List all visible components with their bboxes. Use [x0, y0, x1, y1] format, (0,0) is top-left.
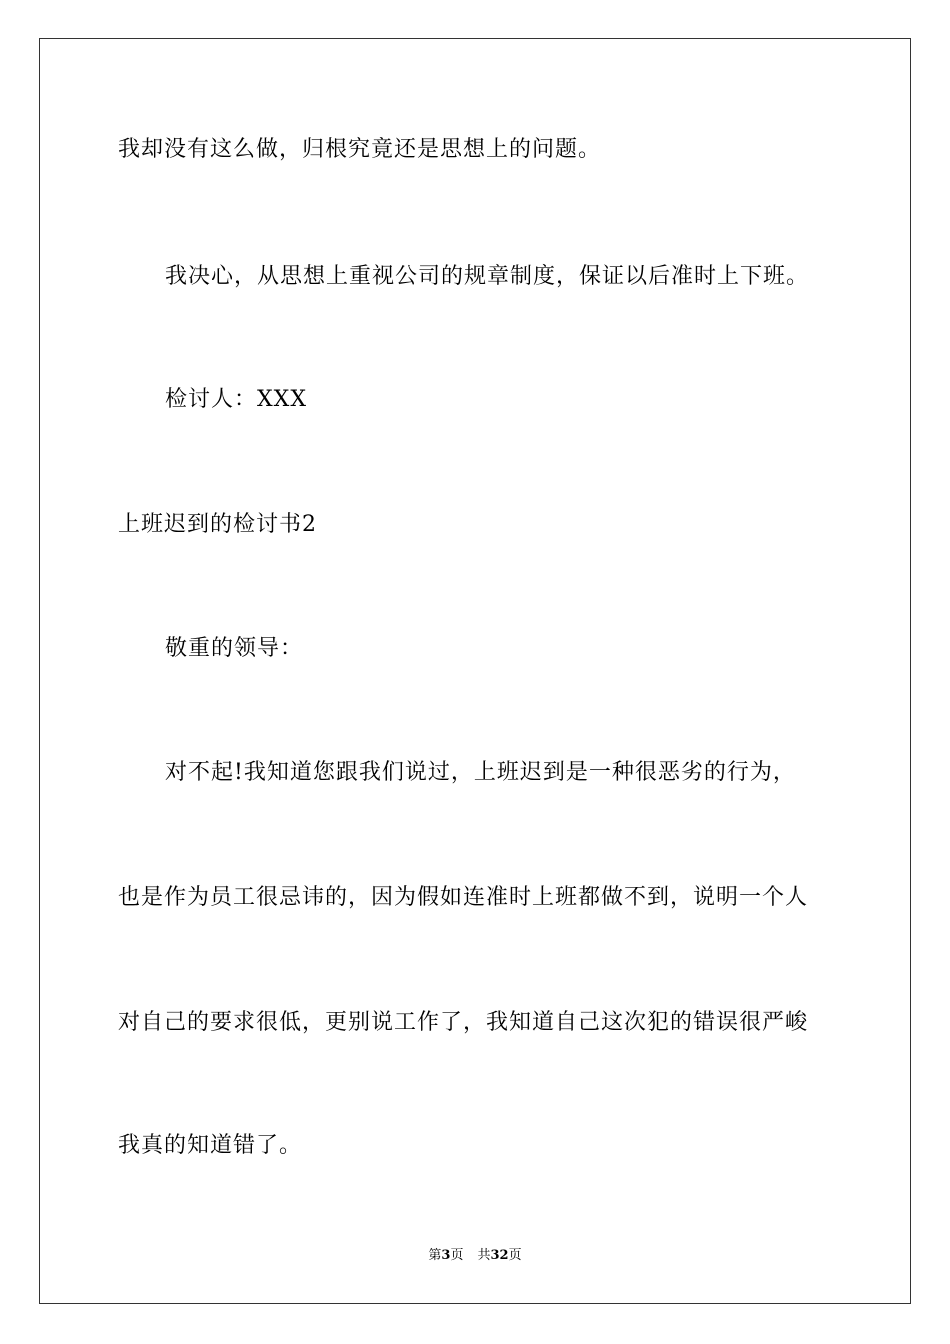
page-suffix: 页 [450, 1248, 464, 1263]
paragraph-line-4: 也是作为员工很忌讳的，因为假如连准时上班都做不到，说明一个人 [118, 885, 809, 910]
page-border [39, 38, 911, 1304]
page-current: 3 [441, 1248, 451, 1263]
signature-line: 检讨人：XXX [165, 387, 307, 412]
section-heading: 上班迟到的检讨书2 [118, 512, 317, 537]
total-prefix: 共 [477, 1248, 491, 1263]
page-footer [0, 1248, 950, 1264]
total-suffix: 页 [508, 1248, 522, 1263]
paragraph-line-2: 我决心，从思想上重视公司的规章制度，保证以后准时上下班。 [165, 264, 810, 289]
page-prefix: 第 [428, 1248, 442, 1263]
paragraph-line-6: 我真的知道错了。 [118, 1133, 303, 1158]
paragraph-line-3: 对不起!我知道您跟我们说过，上班迟到是一种很恶劣的行为， [165, 760, 796, 785]
page-total: 32 [490, 1248, 509, 1263]
salutation: 敬重的领导： [165, 636, 304, 661]
paragraph-line-1: 我却没有这么做，归根究竟还是思想上的问题。 [118, 137, 602, 162]
paragraph-line-5: 对自己的要求很低，更别说工作了，我知道自己这次犯的错误很严峻 [118, 1010, 809, 1035]
